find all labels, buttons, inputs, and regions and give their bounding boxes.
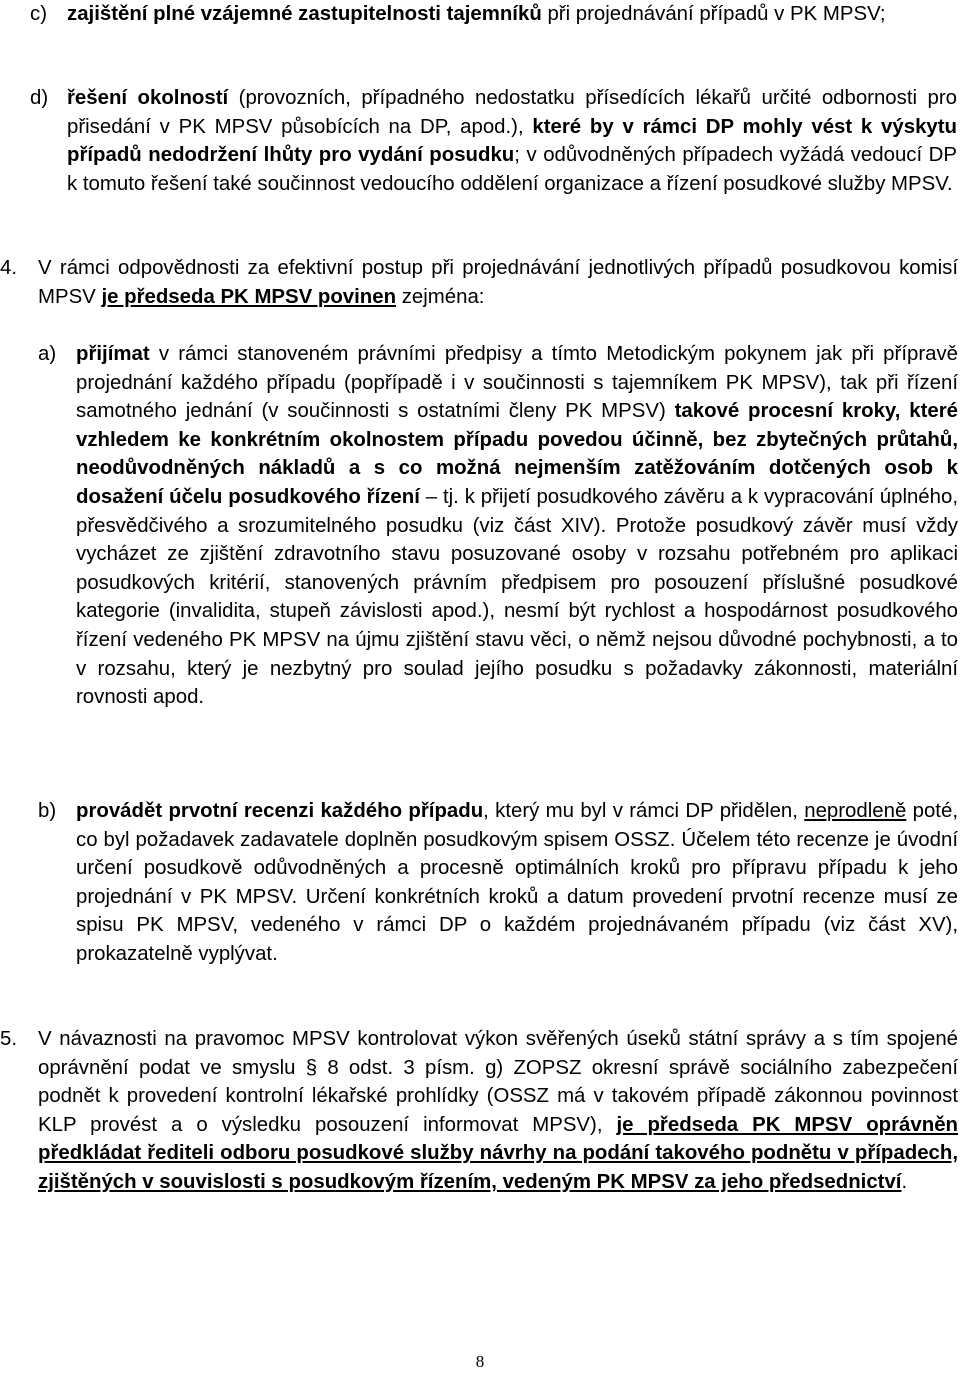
item-d-bold-1: řešení okolností: [67, 87, 229, 109]
item-a-text-2: – tj. k přijetí posudkového závěru a k vypracování úplného, přesvědčivého a srozumitelného posudku (viz část XIV). Protože posudkový závěr musí vždy vycházet ze zjištění zdravotního stavu posuzované osoby v rozsahu potřebném pro aplikaci posudkových kritérií, stanovených právním předpisem pro posouzení příslušné posudkové kategorie (invalidita, stupeň závislosti apod.), nesmí být rychlost a hospodárnost posudkového řízení vedeného PK MPSV na újmu zjištění stavu věci, o němž nejsou důvodné pochybnosti, a to v rozsahu, který je nezbytný pro soulad jejího posudku s požadavky zákonnosti, materiální rovnosti apod.: [76, 485, 958, 709]
section-4-text-1: V rámci odpovědnosti za efektivní postup při projednávání jednotlivých případů posudkovou komisí MPSV: [38, 257, 958, 308]
section-4-underlined: je předseda PK MPSV povinen: [101, 285, 397, 308]
item-a-bold-2: takové procesní kroky, které vzhledem ke konkrétním okolnostem případu povedou účinně, bez zbytečných průtahů, neodůvodněných nákladů a s co možná nejmenším zatěžováním dotčených osob k dosažení účelu posudkového řízení: [76, 400, 958, 508]
item-a-bold-1: přijímat: [76, 343, 150, 365]
section-4-text-2: zejména:: [396, 285, 485, 308]
section-4-number: 4.: [0, 257, 18, 279]
section-5-text-2: .: [901, 1170, 908, 1193]
item-b-underlined: neprodleně: [804, 800, 907, 822]
item-b-label: b): [38, 800, 57, 822]
item-c-text: [67, 0, 957, 29]
item-d-text: [67, 84, 957, 198]
section-5-text-1: V návaznosti na pravomoc MPSV kontrolovat výkon svěřených úseků státní správy a s tím spojené oprávnění podat ve smyslu § 8 odst. 3 písm. g) ZOPSZ okresní správě sociálního zabezpečení podnět k provedení kontrolní lékařské prohlídky (OSSZ má v takovém případě zákonnou povinnost KLP provést a o výsledku posouzení informovat MPSV),: [38, 1028, 958, 1136]
section-5-underlined: je předseda PK MPSV oprávněn předkládat řediteli odboru posudkové služby návrhy na podání takového podnětu v případech, zjištěných v souvislosti s posudkovým řízením, vedeným PK MPSV za jeho předsednictví: [38, 1113, 958, 1193]
item-c-bold: zajištění plné vzájemné zastupitelnosti tajemníků: [67, 3, 542, 25]
item-a-text-1: v rámci stanoveném právními předpisy a tímto Metodickým pokynem jak při přípravě projednání každého případu (popřípadě i v součinnosti s tajemníkem PK MPSV), tak při řízení samotného jednání (v součinnosti s ostatními členy PK MPSV): [76, 343, 958, 423]
item-d-text-1: (provozních, případného nedostatku přísedících lékařů určité odbornosti pro přisedání v PK MPSV působících na DP, apod.),: [67, 87, 957, 138]
section-5-number: 5.: [0, 1028, 18, 1050]
item-a-label: a): [38, 343, 57, 365]
item-b-text-1: , který mu byl v rámci DP přidělen,: [483, 800, 805, 822]
item-c-rest: při projednávání případů v PK MPSV;: [541, 3, 886, 25]
item-d-text-2: ; v odůvodněných případech vyžádá vedoucí DP k tomuto řešení také součinnost vedoucího oddělení organizace a řízení posudkové služby MPSV.: [67, 144, 958, 195]
item-d-bold-2: které by v rámci DP mohly vést k výskytu případů nedodržení lhůty pro vydání posudku: [67, 115, 957, 167]
item-d-label: d): [30, 87, 49, 109]
item-b-bold: provádět prvotní recenzi každého případu: [76, 800, 484, 822]
page-number: 8: [475, 1352, 485, 1371]
item-b-text-2: poté, co byl požadavek zadavatele doplněn posudkovým spisem OSSZ. Účelem této recenze je úvodní určení posudkově odůvodněných a procesně optimálních kroků pro přípravu případu k jeho projednání v PK MPSV. Určení konkrétních kroků a datum provedení prvotní recenze musí ze spisu PK MPSV, vedeného v rámci DP o každém projednávaném případu (viz část XV), prokazatelně vyplývat.: [76, 800, 958, 965]
item-b-text: [76, 797, 958, 969]
section-5-text: [38, 1025, 958, 1197]
section-4-intro: [38, 254, 958, 311]
item-a-text: [76, 340, 958, 712]
item-c-label: c): [30, 3, 47, 25]
